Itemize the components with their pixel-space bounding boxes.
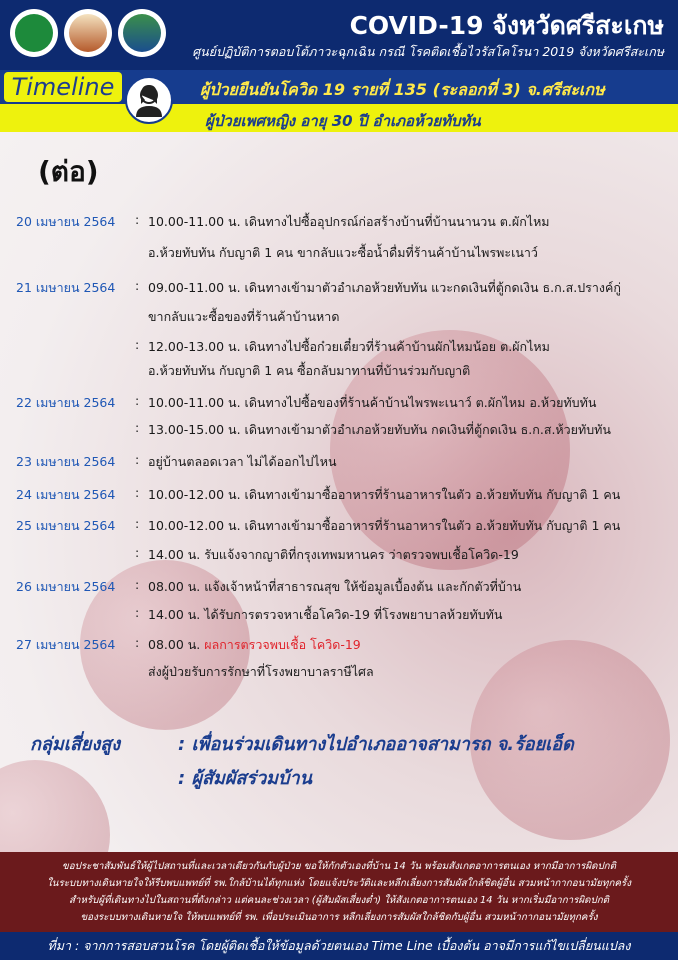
timeline-date: 24 เมษายน 2564 [16, 487, 116, 502]
provincial-emblem-icon [118, 9, 166, 57]
timeline-line-text: ส่งผู้ป่วยรับการรักษาที่โรงพยาบาลราษีไศล [148, 664, 374, 679]
timeline-date: 26 เมษายน 2564 [16, 579, 116, 594]
notice-line: ของระบบทางเดินหายใจ ให้พบแพทย์ที่ รพ. เพื่อประเมินอาการ หลีกเลี่ยงการสัมผัสใกล้ชิดกับผู้อื่น สวมหน้ากากอนามัยทุกครั้ง [80, 912, 598, 923]
timeline-date: 21 เมษายน 2564 [16, 280, 116, 295]
header-bar [0, 0, 678, 70]
timeline-line [148, 393, 596, 413]
timeline-colon: : [135, 577, 140, 592]
timeline-line [148, 212, 550, 232]
risk-group-item: : เพื่อนร่วมเดินทางไปอำเภออาจสามารถ จ.ร้อยเอ็ด [178, 734, 574, 755]
timeline-line-text: อ.ห้วยทับทัน กับญาติ 1 คน ซื้อกลับมาทานที่บ้านร่วมกับญาติ [148, 363, 471, 378]
timeline-line-text: 10.00-12.00 น. เดินทางเข้ามาซื้ออาหารที่ร้านอาหารในตัว อ.ห้วยทับทัน กับญาติ 1 คน [148, 518, 621, 533]
risk-group-item: : ผู้สัมผัสร่วมบ้าน [178, 768, 312, 789]
timeline-label: Timeline [4, 72, 122, 102]
timeline-date: 20 เมษายน 2564 [16, 214, 116, 229]
continued-label: (ต่อ) [38, 155, 99, 188]
timeline-line [148, 337, 550, 357]
timeline-line [148, 577, 521, 597]
timeline-line [148, 361, 470, 381]
timeline-line-text: 09.00-11.00 น. เดินทางเข้ามาตัวอำเภอห้วยทับทัน แวะกดเงินที่ตู้กดเงิน ธ.ก.ส.ปรางค์กู่ [148, 280, 621, 295]
positive-result-highlight: ผลการตรวจพบเชื้อ โควิด-19 [204, 637, 361, 652]
timeline-line-text: ขากลับแวะซื้อของที่ร้านค้าบ้านหาด [148, 309, 340, 324]
timeline-line-text: 12.00-13.00 น. เดินทางไปซื้อก๋วยเตี๋ยวที่ร้านค้าบ้านผักไหมน้อย ต.ผักไหม [148, 339, 550, 354]
timeline-line [148, 635, 361, 655]
timeline-line-text: 10.00-11.00 น. เดินทางไปซื้อของที่ร้านค้าบ้านไพรพะเนาว์ ต.ผักไหม อ.ห้วยทับทัน [148, 395, 597, 410]
timeline-colon: : [135, 337, 140, 352]
pagoda-logo-icon [64, 9, 112, 57]
timeline-date: 25 เมษายน 2564 [16, 518, 116, 533]
timeline-line [148, 307, 339, 327]
timeline-line-text: อยู่บ้านตลอดเวลา ไม่ได้ออกไปไหน [148, 454, 337, 469]
notice-line: ขอประชาสัมพันธ์ให้ผู้ไปสถานที่และเวลาเดียวกันกับผู้ป่วย ขอให้กักตัวเองที่บ้าน 14 วัน พร้อมสังเกตอาการตนเอง หากมีอาการผิดปกติ [62, 861, 616, 872]
timeline-colon: : [135, 278, 140, 293]
timeline-line-text: อ.ห้วยทับทัน กับญาติ 1 คน ขากลับแวะซื้อน้ำดื่มที่ร้านค้าบ้านไพรพะเนาว์ [148, 245, 538, 260]
timeline-line-text: 13.00-15.00 น. เดินทางเข้ามาตัวอำเภอห้วยทับทัน กดเงินที่ตู้กดเงิน ธ.ก.ส.ห้วยทับทัน [148, 422, 611, 437]
timeline-date: 23 เมษายน 2564 [16, 454, 116, 469]
timeline-line [148, 243, 538, 263]
timeline-colon: : [135, 393, 140, 408]
risk-group-label: กลุ่มเสี่ยงสูง [30, 734, 121, 755]
page-subtitle: ศูนย์ปฏิบัติการตอบโต้ภาวะฉุกเฉิน กรณี โรคติดเชื้อไวรัสโคโรนา 2019 จังหวัดศรีสะเกษ [192, 44, 664, 59]
timeline-line-text: 10.00-11.00 น. เดินทางไปซื้ออุปกรณ์ก่อสร้างบ้านที่บ้านนานวน ต.ผักไหม [148, 214, 550, 229]
timeline-colon: : [135, 420, 140, 435]
timeline-line-text: 08.00 น. แจ้งเจ้าหน้าที่สาธารณสุข ให้ข้อมูลเบื้องต้น และกักตัวที่บ้าน [148, 579, 522, 594]
timeline-line [148, 485, 620, 505]
timeline-date: 22 เมษายน 2564 [16, 395, 116, 410]
timeline-colon: : [135, 212, 140, 227]
timeline-line-text: 08.00 น. [148, 637, 205, 652]
timeline-line [148, 605, 502, 625]
case-description: ผู้ป่วยเพศหญิง อายุ 30 ปี อำเภอห้วยทับทัน [205, 112, 481, 130]
timeline-line [148, 278, 621, 298]
case-title: ผู้ป่วยยืนยันโควิด 19 รายที่ 135 (ระลอกที่ 3) จ.ศรีสะเกษ [200, 80, 605, 99]
timeline-line [148, 662, 374, 682]
timeline-line-text: 10.00-12.00 น. เดินทางเข้ามาซื้ออาหารที่ร้านอาหารในตัว อ.ห้วยทับทัน กับญาติ 1 คน [148, 487, 621, 502]
timeline-colon: : [135, 605, 140, 620]
source-note: ที่มา : จากการสอบสวนโรค โดยผู้ติดเชื้อให้ข้อมูลด้วยตนเอง Time Line เบื้องต้น อาจมีการแก้ไขเปลี่ยนแปลง [0, 932, 678, 960]
timeline-colon: : [135, 516, 140, 531]
advisory-notice [0, 852, 678, 932]
notice-line: สำหรับผู้ที่เดินทางไปในสถานที่ดังกล่าว แต่คนละช่วงเวลา (ผู้สัมผัสเสี่ยงต่ำ) ให้สังเกตอาการตนเอง 14 วัน หากเริ่มมีอาการผิดปกติ [68, 895, 610, 906]
timeline-line-text: 14.00 น. ได้รับการตรวจหาเชื้อโควิด-19 ที่โรงพยาบาลห้วยทับทัน [148, 607, 503, 622]
timeline-colon: : [135, 452, 140, 467]
timeline-line [148, 452, 336, 472]
female-patient-icon [125, 76, 173, 124]
timeline-line [148, 516, 620, 536]
notice-line: ในระบบทางเดินหายใจให้รีบพบแพทย์ที่ รพ.ใกล้บ้านได้ทุกแห่ง โดยแจ้งประวัติและหลีกเลี่ยงการสัมผัสใกล้ชิดผู้อื่น สวมหน้ากากอนามัยทุกครั้ง [47, 878, 631, 889]
timeline-colon: : [135, 635, 140, 650]
timeline-date: 27 เมษายน 2564 [16, 637, 116, 652]
page-title: COVID-19 จังหวัดศรีสะเกษ [349, 11, 664, 40]
timeline-line [148, 545, 519, 565]
timeline-colon: : [135, 485, 140, 500]
timeline-line [148, 420, 611, 440]
ministry-logo-icon [10, 9, 58, 57]
timeline-line-text: 14.00 น. รับแจ้งจากญาติที่กรุงเทพมหานคร ว่าตรวจพบเชื้อโควิด-19 [148, 547, 519, 562]
timeline-colon: : [135, 545, 140, 560]
